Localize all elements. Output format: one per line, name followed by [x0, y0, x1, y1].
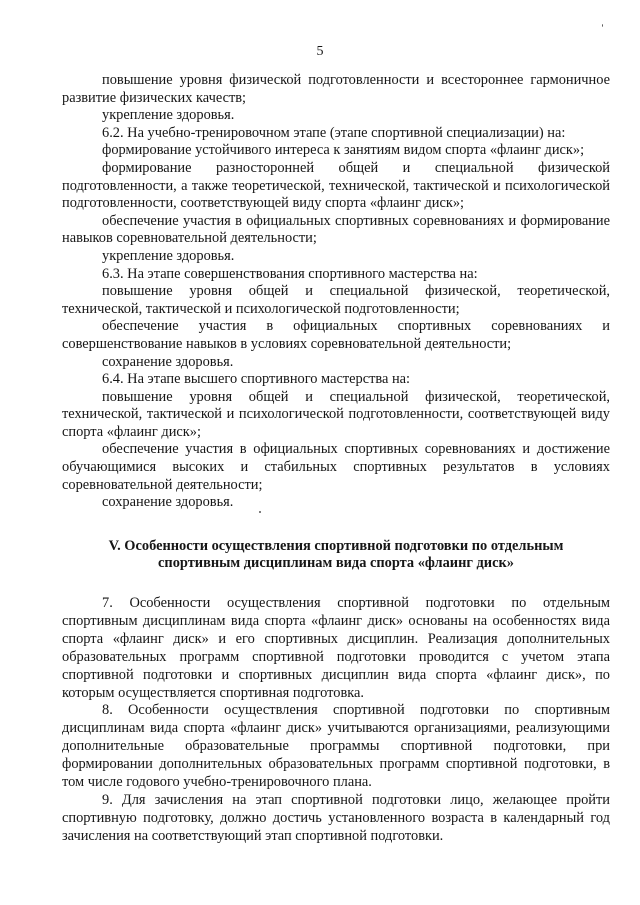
- scan-speck: [259, 511, 261, 513]
- section-v-heading: [62, 538, 610, 573]
- page-number: 5: [316, 44, 324, 59]
- paragraph-development-goals: повышение уровня физической подготовленности и всестороннее гармоничное развитие физических качеств;: [62, 72, 610, 106]
- paragraph-competition-improvement: обеспечение участия в официальных спортивных соревнованиях и совершенствование навыков в условиях соревновательной деятельности;: [62, 318, 610, 352]
- paragraph-preparedness-improvement: повышение уровня общей и специальной физической, теоретической, технической, тактической и психологической подготовленности;: [62, 283, 610, 317]
- paragraph-health-strengthening-2: укрепление здоровья.: [102, 247, 235, 264]
- paragraph-health-strengthening: укрепление здоровья.: [102, 107, 235, 124]
- paragraph-preparedness-higher: повышение уровня общей и специальной физической, теоретической, технической, тактической и психологической подготовленности, соответствующей виду спорта «флаинг диск»;: [62, 388, 610, 440]
- paragraph-stable-results: обеспечение участия в официальных спортивных соревнованиях и достижение обучающимися высоких и стабильных спортивных результатов в условиях соревновательной деятельности;: [62, 441, 610, 493]
- paragraph-versatile-preparedness: формирование разносторонней общей и специальной физической подготовленности, а также теоретической, технической, тактической и психологической подготовленности, соответствующей виду спорта «флаинг диск»;: [62, 159, 610, 212]
- paragraph-health-preservation: сохранение здоровья.: [102, 353, 234, 370]
- section-v-heading-line-2: спортивным дисциплинам вида спорта «флаинг диск»: [158, 555, 514, 572]
- paragraph-7: 7. Особенности осуществления спортивной подготовки по отдельным спортивным дисциплинам вида спорта «флаинг диск» основаны на особенностях вида спорта «флаинг диск» и его спортивных дисциплин. Реализация дополнительных образовательных программ спортивной подготовки проводится с учетом этапа спортивной подготовки и спортивных дисциплин вида спорта «флаинг диск», по которым осуществляется спортивная подготовка.: [62, 595, 610, 701]
- paragraph-9: 9. Для зачисления на этап спортивной подготовки лицо, желающее пройти спортивную подготовку, должно достичь установленного возраста в календарный год зачисления на соответствующий этап спортивной подготовки.: [62, 792, 610, 844]
- scan-speck: [602, 24, 603, 27]
- paragraph-8: 8. Особенности осуществления спортивной подготовки по спортивным дисциплинам вида спорта «флаинг диск» учитываются организациями, реализующими дополнительные образовательные программы спортивной подготовки, при формировании дополнительных образовательных программ спортивной подготовки, в том числе годового учебно-тренировочного плана.: [62, 702, 610, 791]
- paragraph-6-2-heading: 6.2. На учебно-тренировочном этапе (этапе спортивной специализации) на:: [102, 124, 566, 141]
- paragraph-6-3-heading: 6.3. На этапе совершенствования спортивного мастерства на:: [102, 265, 478, 282]
- section-v-heading-line-1: V. Особенности осуществления спортивной подготовки по отдельным: [108, 537, 564, 554]
- paragraph-stable-interest: формирование устойчивого интереса к занятиям видом спорта «флаинг диск»;: [102, 142, 585, 159]
- paragraph-6-4-heading: 6.4. На этапе высшего спортивного мастерства на:: [102, 371, 411, 388]
- paragraph-competition-participation: обеспечение участия в официальных спортивных соревнованиях и формирование навыков соревновательной деятельности;: [62, 212, 610, 247]
- document-body: [62, 72, 610, 846]
- paragraph-health-preservation-2: сохранение здоровья.: [102, 494, 234, 511]
